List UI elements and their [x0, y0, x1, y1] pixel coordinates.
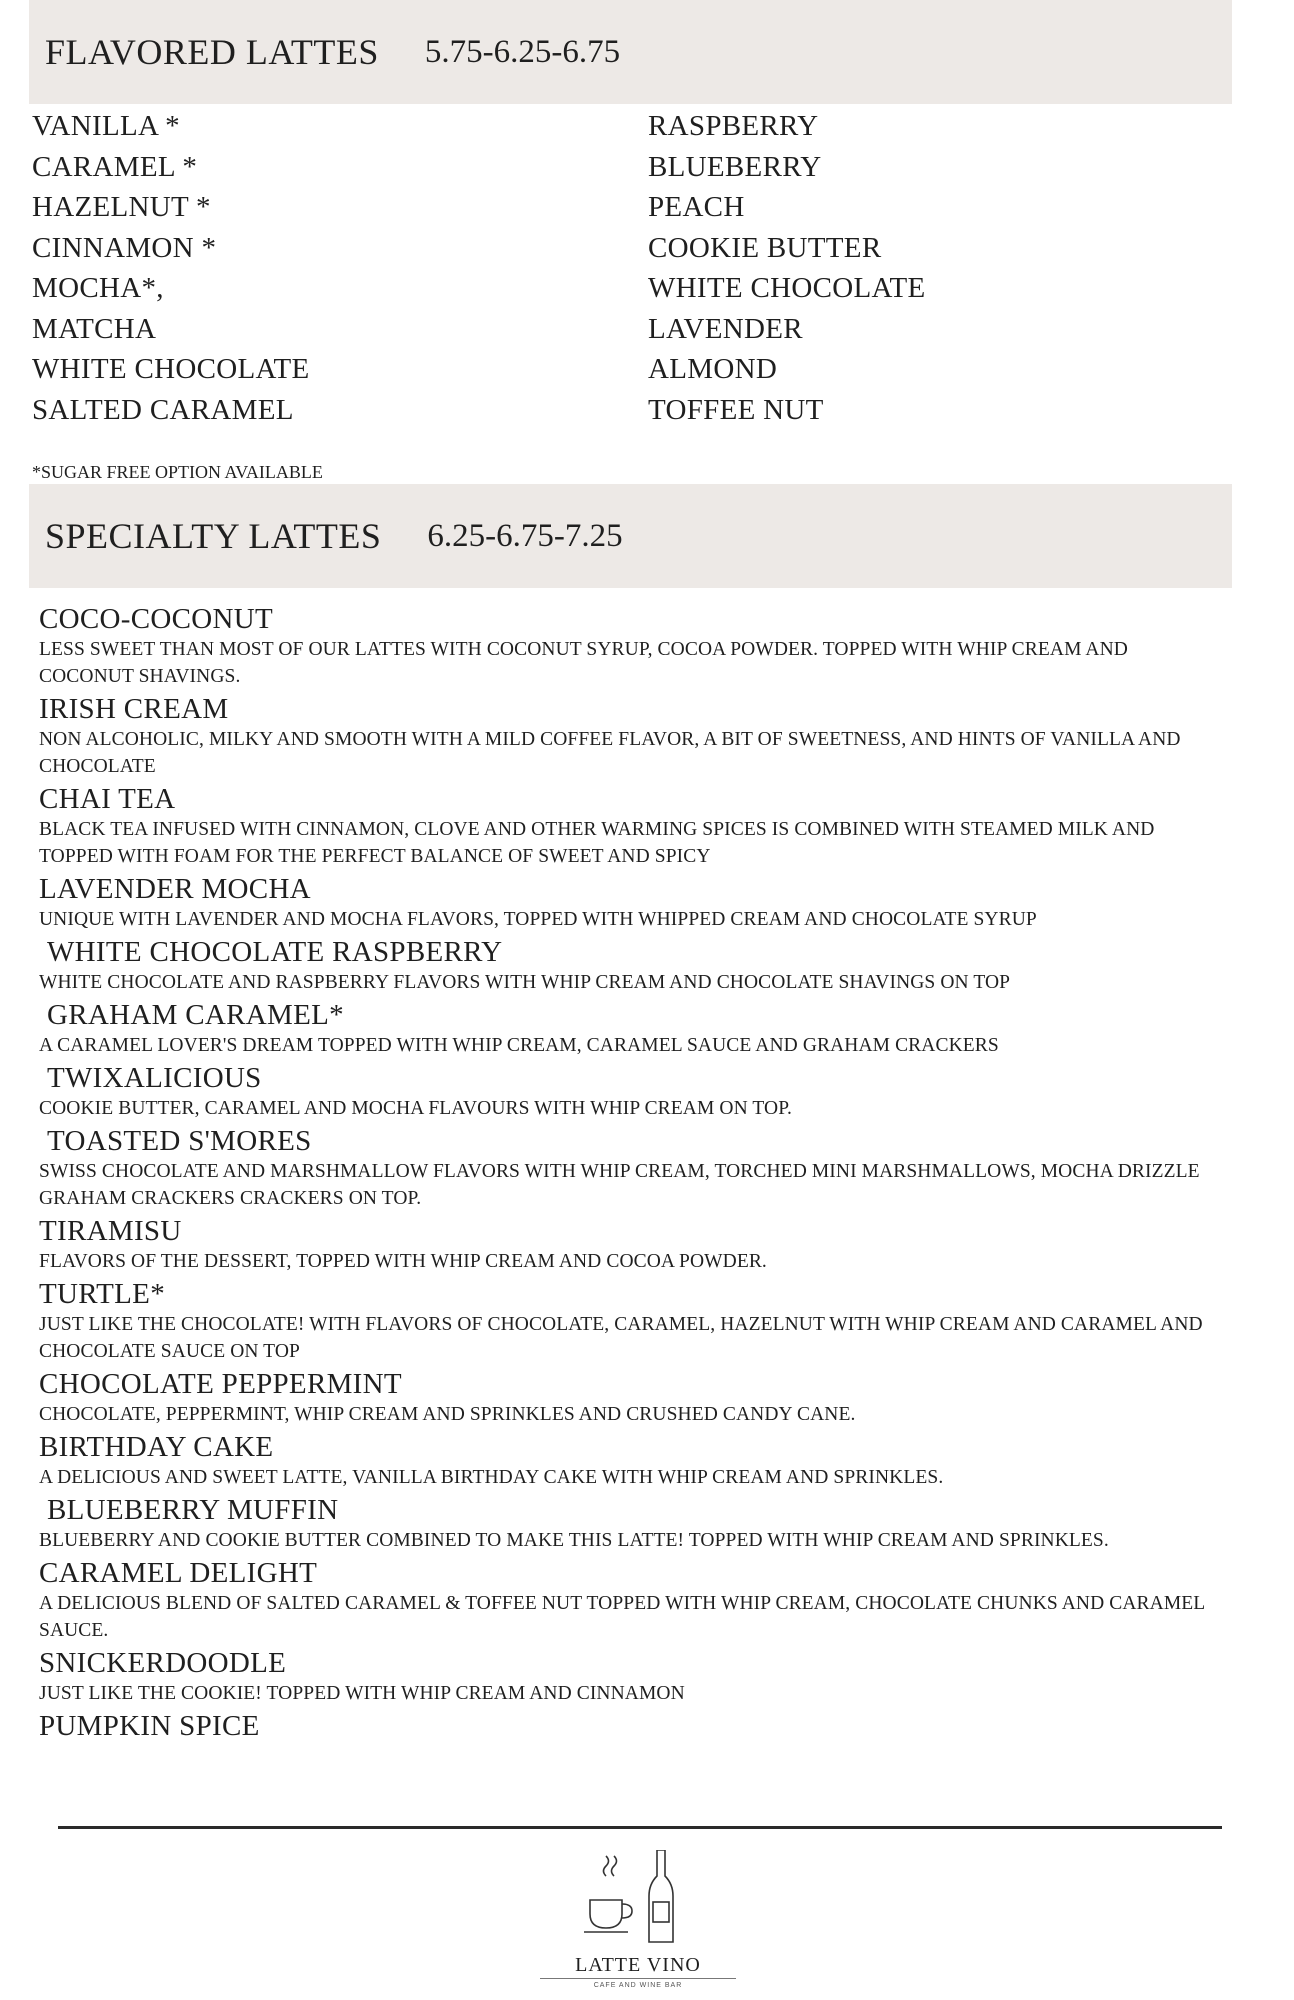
- flavor-item: COOKIE BUTTER: [648, 231, 882, 264]
- item-name: WHITE CHOCOLATE RASPBERRY: [47, 936, 503, 968]
- item-description: A DELICIOUS BLEND OF SALTED CARAMEL & TOFFEE NUT TOPPED WITH WHIP CREAM, CHOCOLATE CHUNKS AND CARAMEL SAUCE.: [39, 1593, 1205, 1641]
- item-description: BLUEBERRY AND COOKIE BUTTER COMBINED TO MAKE THIS LATTE! TOPPED WITH WHIP CREAM AND SPRINKLES.: [39, 1530, 1109, 1551]
- menu-item: [39, 782, 1234, 870]
- flavor-item: WHITE CHOCOLATE: [648, 272, 926, 304]
- flavor-item: CARAMEL *: [32, 150, 198, 183]
- flavor-item: MATCHA: [32, 312, 157, 345]
- menu-item: [39, 1124, 1234, 1212]
- item-name: PUMPKIN SPICE: [39, 1710, 260, 1742]
- item-description: CHOCOLATE, PEPPERMINT, WHIP CREAM AND SPRINKLES AND CRUSHED CANDY CANE.: [39, 1404, 856, 1425]
- item-description: A CARAMEL LOVER'S DREAM TOPPED WITH WHIP CREAM, CARAMEL SAUCE AND GRAHAM CRACKERS: [39, 1035, 999, 1056]
- flavor-item: CINNAMON *: [32, 231, 217, 264]
- menu-item: [39, 1556, 1234, 1644]
- item-description: COOKIE BUTTER, CARAMEL AND MOCHA FLAVOURS WITH WHIP CREAM ON TOP.: [39, 1098, 792, 1119]
- item-name: BLUEBERRY MUFFIN: [47, 1494, 339, 1526]
- item-description: SWISS CHOCOLATE AND MARSHMALLOW FLAVORS WITH WHIP CREAM, TORCHED MINI MARSHMALLOWS, MOCHA DRIZZLE GRAHAM CRACKERS CRACKERS ON TOP.: [39, 1161, 1200, 1209]
- logo-tagline: CAFE AND WINE BAR: [593, 1982, 683, 1989]
- flavor-item: TOFFEE NUT: [648, 393, 824, 426]
- menu-item: [39, 1277, 1234, 1365]
- item-description: BLACK TEA INFUSED WITH CINNAMON, CLOVE AND OTHER WARMING SPICES IS COMBINED WITH STEAMED MILK AND TOPPED WITH FOAM FOR THE PERFECT BALANCE OF SWEET AND SPICY: [39, 819, 1155, 867]
- section-title: FLAVORED LATTES: [45, 32, 379, 72]
- section-price: 5.75-6.25-6.75: [424, 33, 621, 70]
- menu-item: [39, 1061, 1234, 1122]
- menu-item: [39, 1646, 1234, 1707]
- item-name: TOASTED S'MORES: [47, 1125, 312, 1157]
- item-name: CHAI TEA: [39, 783, 176, 815]
- logo-text: LATTE VINO: [575, 1954, 701, 1976]
- menu-item: [39, 1709, 1234, 1743]
- flavor-item: SALTED CARAMEL: [32, 393, 294, 426]
- coffee-cup-icon: [584, 1856, 632, 1932]
- item-name: CARAMEL DELIGHT: [39, 1557, 318, 1589]
- footer-divider: [58, 1826, 1222, 1829]
- flavor-item: HAZELNUT *: [32, 191, 211, 223]
- item-name: TURTLE*: [39, 1278, 166, 1310]
- menu-item: [39, 692, 1234, 780]
- item-description: NON ALCOHOLIC, MILKY AND SMOOTH WITH A MILD COFFEE FLAVOR, A BIT OF SWEETNESS, AND HINTS OF VANILLA AND CHOCOLATE: [39, 729, 1181, 777]
- item-description: FLAVORS OF THE DESSERT, TOPPED WITH WHIP CREAM AND COCOA POWDER.: [39, 1251, 767, 1272]
- item-description: JUST LIKE THE CHOCOLATE! WITH FLAVORS OF CHOCOLATE, CARAMEL, HAZELNUT WITH WHIP CREAM AND CARAMEL AND CHOCOLATE SAUCE ON TOP: [39, 1314, 1203, 1362]
- specialty-lattes-header: [29, 484, 1232, 588]
- item-description: LESS SWEET THAN MOST OF OUR LATTES WITH COCONUT SYRUP, COCOA POWDER. TOPPED WITH WHIP CREAM AND COCONUT SHAVINGS.: [39, 639, 1128, 687]
- menu-item: [39, 935, 1234, 996]
- menu-item: [39, 872, 1234, 933]
- item-description: WHITE CHOCOLATE AND RASPBERRY FLAVORS WITH WHIP CREAM AND CHOCOLATE SHAVINGS ON TOP: [39, 972, 1011, 993]
- item-description: UNIQUE WITH LAVENDER AND MOCHA FLAVORS, TOPPED WITH WHIPPED CREAM AND CHOCOLATE SYRUP: [39, 909, 1037, 930]
- sugar-free-note: *SUGAR FREE OPTION AVAILABLE: [32, 462, 323, 482]
- wine-bottle-icon: [649, 1850, 673, 1942]
- item-name: TIRAMISU: [39, 1215, 182, 1247]
- menu-item: [39, 998, 1234, 1059]
- flavored-list-left: [32, 106, 310, 430]
- item-name: COCO-COCONUT: [39, 603, 273, 635]
- item-name: LAVENDER MOCHA: [39, 873, 311, 905]
- flavored-list-right: [648, 106, 926, 430]
- menu-item: [39, 602, 1234, 690]
- flavor-item: MOCHA*,: [32, 272, 164, 304]
- flavor-item: LAVENDER: [648, 312, 803, 345]
- item-name: CHOCOLATE PEPPERMINT: [39, 1368, 402, 1400]
- item-description: JUST LIKE THE COOKIE! TOPPED WITH WHIP CREAM AND CINNAMON: [39, 1683, 685, 1704]
- item-name: BIRTHDAY CAKE: [39, 1431, 274, 1463]
- flavor-item: WHITE CHOCOLATE: [32, 353, 310, 385]
- item-name: IRISH CREAM: [39, 693, 229, 725]
- flavored-lattes-header: [29, 0, 1232, 104]
- section-title: SPECIALTY LATTES: [45, 516, 382, 556]
- flavor-item: PEACH: [648, 191, 745, 223]
- menu-item: [39, 1493, 1234, 1554]
- item-name: GRAHAM CARAMEL*: [47, 999, 344, 1031]
- item-description: A DELICIOUS AND SWEET LATTE, VANILLA BIRTHDAY CAKE WITH WHIP CREAM AND SPRINKLES.: [39, 1467, 944, 1488]
- item-name: SNICKERDOODLE: [39, 1647, 287, 1679]
- menu-item: [39, 1367, 1234, 1428]
- flavor-item: VANILLA *: [32, 110, 180, 142]
- item-name: TWIXALICIOUS: [47, 1062, 262, 1094]
- logo-divider: [540, 1978, 736, 1979]
- flavor-item: ALMOND: [648, 353, 778, 385]
- flavor-item: BLUEBERRY: [648, 150, 822, 183]
- menu-item: [39, 1430, 1234, 1491]
- section-price: 6.25-6.75-7.25: [427, 517, 623, 554]
- flavor-item: RASPBERRY: [648, 110, 819, 142]
- specialty-list: [39, 602, 1234, 1743]
- menu-item: [39, 1214, 1234, 1275]
